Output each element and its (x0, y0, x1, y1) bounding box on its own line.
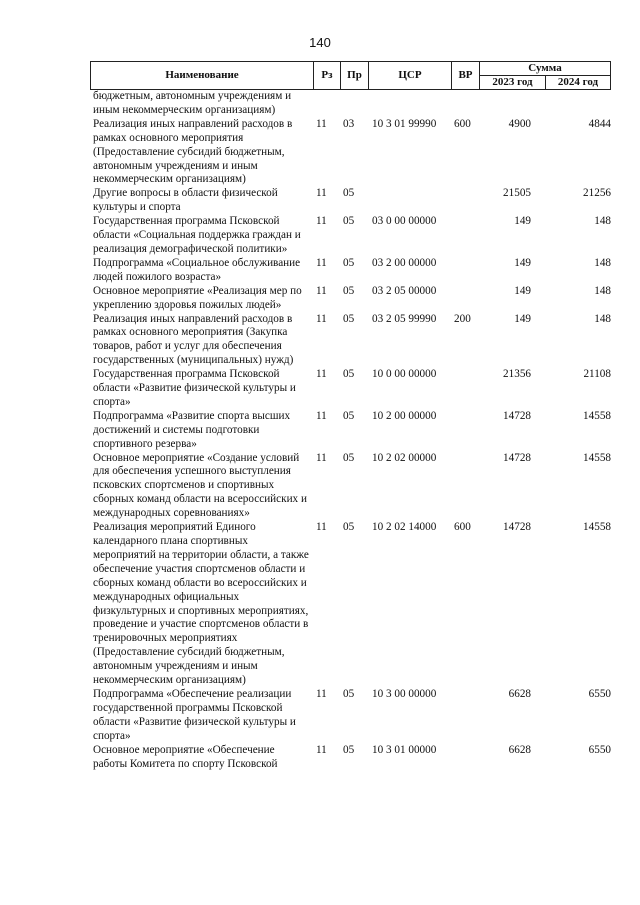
row-csr: 10 0 00 00000 (372, 368, 437, 381)
header-sum: Сумма (528, 61, 562, 74)
row-amount-2023: 21356 (503, 368, 531, 381)
header-vr: ВР (451, 62, 479, 89)
row-amount-2024: 21108 (583, 368, 611, 381)
row-rz: 11 (316, 743, 327, 756)
row-csr: 03 2 05 99990 (372, 312, 437, 325)
header-year-2024: 2024 год (545, 75, 610, 89)
row-rz: 11 (316, 687, 327, 700)
row-pr: 05 (343, 312, 355, 325)
row-amount-2024: 14558 (583, 521, 611, 534)
row-amount-2024: 14558 (583, 451, 611, 464)
table-body (90, 90, 611, 771)
row-csr: 03 0 00 00000 (372, 215, 437, 228)
row-rz: 11 (316, 284, 327, 297)
row-amount-2023: 14728 (503, 451, 531, 464)
row-rz: 11 (316, 312, 327, 325)
row-pr: 05 (343, 284, 355, 297)
row-amount-2023: 149 (514, 215, 531, 228)
row-csr: 10 3 00 00000 (372, 687, 437, 700)
header-sum-group (479, 62, 610, 89)
row-pr: 05 (343, 521, 355, 534)
row-name: бюджетным, автономным учреждениям и иным некоммерческим организациям) (93, 90, 292, 116)
row-rz: 11 (316, 521, 327, 534)
row-amount-2024: 148 (594, 284, 611, 297)
row-amount-2023: 6628 (508, 687, 531, 700)
row-pr: 05 (343, 187, 355, 200)
row-amount-2023: 4900 (508, 117, 531, 130)
table-row (90, 285, 611, 313)
table-row (90, 313, 611, 369)
row-amount-2023: 6628 (508, 743, 531, 756)
row-pr: 05 (343, 687, 355, 700)
row-pr: 05 (343, 409, 355, 422)
row-csr: 03 2 05 00000 (372, 284, 437, 297)
row-amount-2024: 148 (594, 215, 611, 228)
row-amount-2024: 4844 (588, 117, 611, 130)
row-pr: 05 (343, 368, 355, 381)
row-amount-2024: 148 (594, 256, 611, 269)
row-vr: 600 (454, 117, 471, 130)
row-amount-2023: 149 (514, 284, 531, 297)
row-name: Основное мероприятие «Создание условий для обеспечения успешного выступления псковских спортсменов и спортивных сборных команд области на всероссийских и международных соревнованиях» (93, 451, 307, 520)
table-row (90, 452, 611, 522)
row-amount-2024: 6550 (588, 687, 611, 700)
table-row (90, 257, 611, 285)
row-pr: 03 (343, 117, 355, 130)
row-vr: 600 (454, 521, 471, 534)
row-amount-2023: 149 (514, 312, 531, 325)
row-name: Основное мероприятие «Обеспечение работы Комитета по спорту Псковской (93, 743, 278, 770)
row-pr: 05 (343, 743, 355, 756)
table-row (90, 187, 611, 215)
header-rz: Рз (313, 62, 340, 89)
row-amount-2024: 148 (594, 312, 611, 325)
row-amount-2023: 14728 (503, 409, 531, 422)
table-row (90, 410, 611, 452)
header-year-2023: 2023 год (480, 75, 545, 89)
table-row (90, 368, 611, 410)
header-pr: Пр (340, 62, 368, 89)
row-name: Другие вопросы в области физической культуры и спорта (93, 187, 278, 214)
row-name: Основное мероприятие «Реализация мер по укреплению здоровья пожилых людей» (93, 284, 302, 311)
row-pr: 05 (343, 451, 355, 464)
row-rz: 11 (316, 256, 327, 269)
row-rz: 11 (316, 215, 327, 228)
row-name: Реализация иных направлений расходов в рамках основного мероприятия (Закупка товаров, работ и услуг для обеспечения государственных (муниципальных) нужд) (93, 312, 294, 367)
row-rz: 11 (316, 409, 327, 422)
row-rz: 11 (316, 368, 327, 381)
row-name: Государственная программа Псковской области «Социальная поддержка граждан и реализация демографической политики» (93, 215, 301, 255)
header-csr: ЦСР (368, 62, 451, 89)
table-row (90, 118, 611, 188)
row-amount-2023: 149 (514, 256, 531, 269)
row-csr: 10 2 02 14000 (372, 521, 437, 534)
table-row (90, 521, 611, 688)
table-row (90, 90, 611, 118)
row-name: Подпрограмма «Социальное обслуживание людей пожилого возраста» (93, 256, 301, 283)
row-pr: 05 (343, 215, 355, 228)
row-pr: 05 (343, 256, 355, 269)
table-row (90, 744, 611, 772)
row-name: Реализация мероприятий Единого календарного плана спортивных мероприятий на территории области, а также обеспечение участия спортсменов области и сборных команд области во всероссийских и международных официальных физкультурных и спортивных мероприятиях, проведение и участие спортсменов области в тренировочных мероприятиях (Предоставление субсидий бюджетным, автономным учреждениям и иным некоммерческим организациям) (93, 521, 309, 687)
row-rz: 11 (316, 117, 327, 130)
row-csr: 10 3 01 00000 (372, 743, 437, 756)
row-amount-2024: 6550 (588, 743, 611, 756)
page-number: 140 (309, 35, 331, 50)
table-header (90, 61, 611, 90)
row-vr: 200 (454, 312, 471, 325)
table-row (90, 215, 611, 257)
row-name: Подпрограмма «Развитие спорта высших достижений и системы подготовки спортивного резерва» (93, 409, 291, 450)
table-row (90, 688, 611, 744)
row-amount-2024: 21256 (583, 187, 611, 200)
row-csr: 10 3 01 99990 (372, 117, 437, 130)
row-name: Подпрограмма «Обеспечение реализации государственной программы Псковской области «Развитие физической культуры и спорта» (93, 687, 296, 742)
row-amount-2023: 14728 (503, 521, 531, 534)
row-csr: 10 2 00 00000 (372, 409, 437, 422)
row-amount-2023: 21505 (503, 187, 531, 200)
row-rz: 11 (316, 451, 327, 464)
header-name: Наименование (165, 68, 239, 81)
row-amount-2024: 14558 (583, 409, 611, 422)
row-name: Реализация иных направлений расходов в рамках основного мероприятия (Предоставление субсидий бюджетным, автономным учреждениям и иным некоммерческим организациям) (93, 117, 293, 186)
row-csr: 03 2 00 00000 (372, 256, 437, 269)
row-csr: 10 2 02 00000 (372, 451, 437, 464)
row-name: Государственная программа Псковской области «Развитие физической культуры и спорта» (93, 368, 296, 408)
row-rz: 11 (316, 187, 327, 200)
budget-table (90, 61, 611, 771)
